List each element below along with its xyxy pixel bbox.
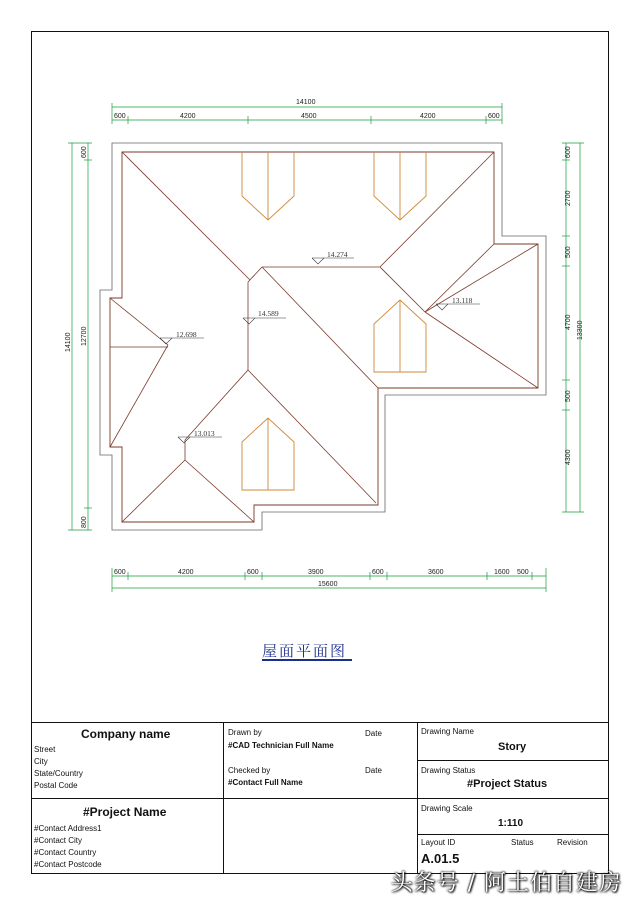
contact-postcode: #Contact Postcode [34, 860, 102, 869]
dim-bottom-seg-8: 500 [517, 569, 529, 576]
level-14589: 14.589 [258, 309, 279, 318]
dim-left-seg-1: 600 [81, 146, 88, 158]
status-label: Status [511, 838, 534, 847]
contact-address: #Contact Address1 [34, 824, 102, 833]
tb-right-div-2 [417, 834, 609, 835]
level-12698: 12.698 [176, 330, 197, 339]
plan-title-underline [262, 659, 352, 661]
layout-id-label: Layout ID [421, 838, 456, 847]
watermark: 头条号 / 阿土伯自建房 [390, 871, 622, 896]
tb-right-div-1 [417, 760, 609, 761]
drawn-date-label: Date [365, 729, 382, 738]
dim-bottom-seg-6: 3600 [428, 569, 444, 576]
dim-top-seg-2: 4200 [180, 113, 196, 120]
level-markers [160, 258, 480, 443]
level-13118: 13.118 [452, 296, 473, 305]
tb-mid-border [31, 798, 609, 799]
dim-bottom-total: 15600 [318, 581, 338, 588]
dim-left-seg-3: 800 [81, 516, 88, 528]
roof-ridges [110, 152, 538, 522]
dim-bottom-seg-2: 4200 [178, 569, 194, 576]
checked-date-label: Date [365, 766, 382, 775]
dormers [242, 152, 426, 490]
contact-country: #Contact Country [34, 848, 97, 857]
dim-right-seg-2: 2700 [565, 190, 572, 206]
contact-city: #Contact City [34, 836, 83, 845]
dim-right-seg-5: 500 [565, 390, 572, 402]
address-state: State/Country [34, 769, 83, 778]
drawing-status-value: #Project Status [467, 778, 548, 790]
dim-right-seg-6: 4300 [565, 449, 572, 465]
dim-bottom-seg-3: 600 [247, 569, 259, 576]
dim-right-seg-3: 500 [565, 246, 572, 258]
tb-vline-2 [417, 722, 418, 874]
dim-top-seg-5: 600 [488, 113, 500, 120]
drawing-scale-value: 1:110 [498, 818, 524, 829]
dim-right-seg-1: 600 [565, 146, 572, 158]
title-block [31, 722, 609, 874]
dim-top-total: 14100 [296, 99, 316, 106]
drawing-scale-label: Drawing Scale [421, 804, 473, 813]
level-14274: 14.274 [327, 250, 348, 259]
drawn-by-label: Drawn by [228, 728, 262, 737]
dim-top-seg-4: 4200 [420, 113, 436, 120]
dim-left-total: 14100 [65, 332, 72, 352]
checked-by-label: Checked by [228, 766, 271, 775]
dim-top-seg-3: 4500 [301, 113, 317, 120]
drawing-name-label: Drawing Name [421, 727, 474, 736]
tb-top-border [31, 722, 609, 723]
roof-perimeter [110, 152, 538, 522]
company-name: Company name [81, 727, 171, 741]
dim-bottom-seg-4: 3900 [308, 569, 324, 576]
tb-vline-1 [223, 722, 224, 874]
dim-left-seg-2: 12700 [81, 326, 88, 346]
drawing-name-value: Story [498, 741, 527, 753]
level-13013: 13.013 [194, 429, 215, 438]
dim-top-seg-1: 600 [114, 113, 126, 120]
layout-id-value: A.01.5 [421, 851, 460, 866]
dim-right-total: 13300 [577, 320, 584, 340]
drawing-status-label: Drawing Status [421, 766, 476, 775]
address-street: Street [34, 745, 56, 754]
plan-title: 屋面平面图 [262, 642, 348, 660]
dim-bottom-seg-1: 600 [114, 569, 126, 576]
dim-bottom-seg-7: 1600 [494, 569, 510, 576]
eave-outline [100, 143, 546, 530]
revision-label: Revision [557, 838, 588, 847]
project-name: #Project Name [83, 805, 167, 819]
checked-by-value: #Contact Full Name [228, 778, 303, 787]
address-city: City [34, 757, 48, 766]
drawn-by-value: #CAD Technician Full Name [228, 741, 334, 750]
dim-bottom-seg-5: 600 [372, 569, 384, 576]
dim-right-seg-4: 4700 [565, 314, 572, 330]
address-postal: Postal Code [34, 781, 78, 790]
